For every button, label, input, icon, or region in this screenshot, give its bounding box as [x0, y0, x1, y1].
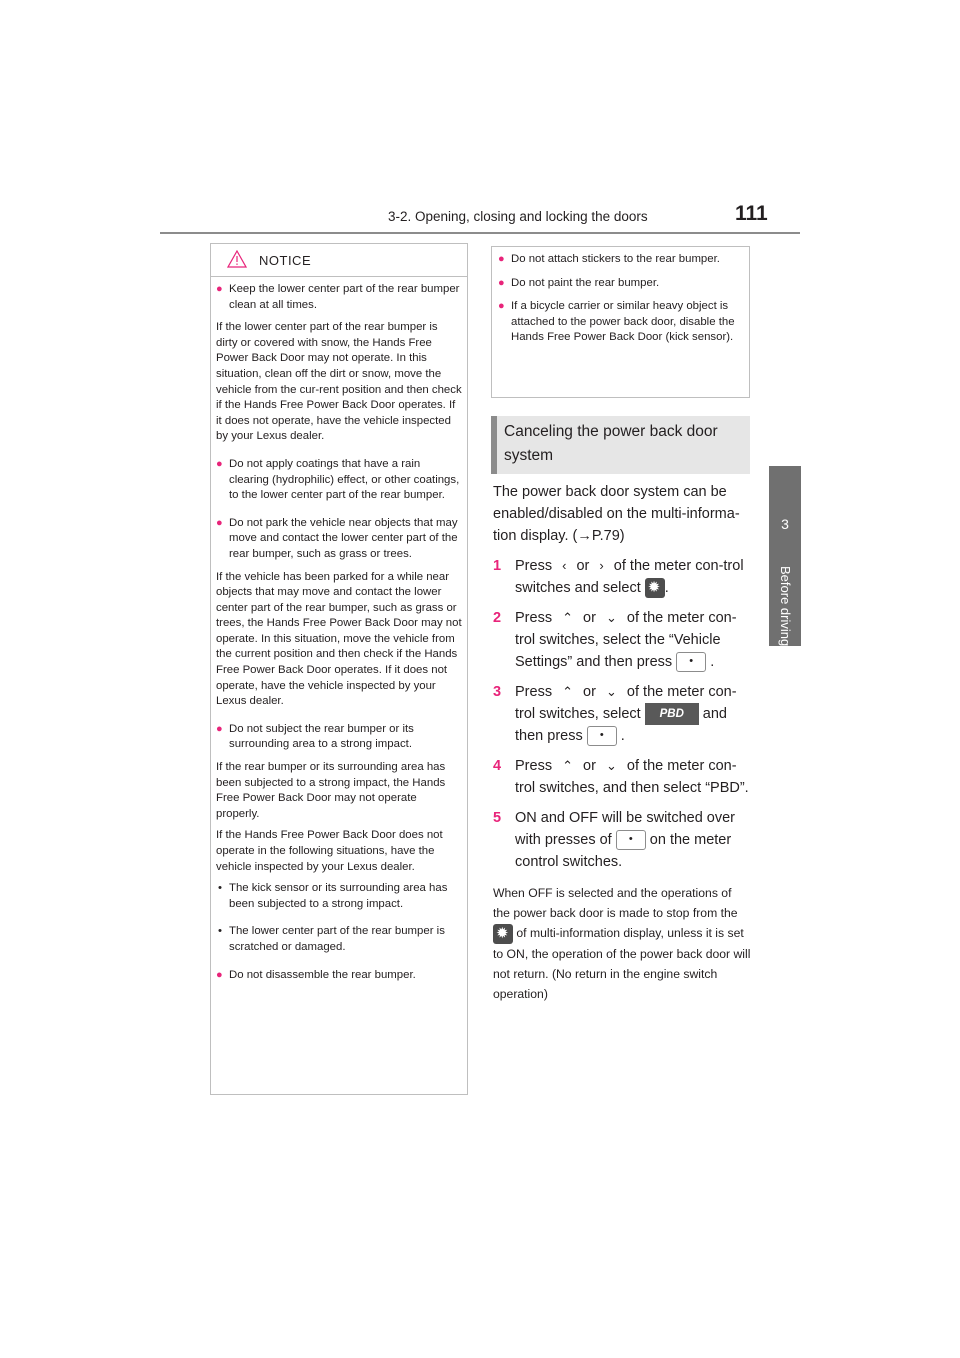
settings-gear-icon: [645, 578, 665, 598]
step-text: Press: [515, 558, 553, 574]
ok-button-icon: •: [676, 652, 706, 672]
step-text: or: [576, 558, 590, 574]
step-4: [493, 755, 751, 799]
step-text: or: [583, 610, 596, 626]
notice-bullet: ● Keep the lower center part of the rear bumper clean at all times.: [216, 282, 462, 313]
step-1: [493, 555, 751, 599]
notice-paragraph: If the rear bumper or its surrounding area has been subjected to a strong impact, the Hands Free Power Back Door may not operate properly.: [216, 761, 446, 820]
step-number: 5: [493, 810, 502, 827]
step-text: on the meter control switches.: [515, 832, 732, 871]
step-5: [493, 807, 751, 873]
chapter-tab: [769, 466, 801, 646]
chapter-title: Before driving: [778, 566, 793, 647]
step-text: or: [583, 684, 596, 700]
down-arrow-icon: ⌄: [605, 684, 617, 699]
settings-gear-icon: [493, 924, 513, 944]
step-text: of the meter con-trol switches, select: [515, 684, 737, 722]
down-arrow-icon: ⌄: [605, 758, 617, 774]
right-arrow-icon: ›: [599, 558, 604, 573]
notice-continuation-body: [498, 252, 744, 354]
chapter-title-wrap: [769, 566, 801, 647]
section-heading-box: [491, 416, 750, 474]
page-number: 111: [735, 202, 768, 225]
ok-button-icon: •: [616, 830, 646, 850]
step-text: and then press: [515, 706, 727, 745]
step-text: of the meter con-trol switches, and then select “PBD”.: [515, 758, 749, 797]
notice-box: [210, 243, 468, 1095]
notice-label: NOTICE: [259, 253, 312, 268]
notice-bullet: ● Do not attach stickers to the rear bumper.: [498, 252, 744, 268]
section-title: 3-2. Opening, closing and locking the doors: [388, 209, 648, 224]
step-text: or: [583, 758, 596, 775]
step-text: of the meter con-trol switches and select: [515, 558, 744, 596]
step-3: [493, 681, 751, 747]
step-number: 2: [493, 610, 502, 626]
step-text: .: [710, 654, 715, 670]
step-text: ON and OFF will be switched over with presses of: [515, 810, 735, 849]
step-2: [493, 607, 751, 673]
section-body: [493, 481, 751, 1004]
intro-paragraph: The power back door system can be enabled/disabled on the multi-informa-tion display. (→P.79): [493, 484, 740, 544]
notice-paragraph: If the Hands Free Power Back Door does not operate in the following situations, have the vehicle inspected by your Lexus dealer.: [216, 829, 443, 873]
pbd-icon: PBD: [645, 703, 699, 725]
notice-bullet: ● Do not subject the rear bumper or its surrounding area to a strong impact.: [216, 722, 462, 753]
notice-paragraph: If the vehicle has been parked for a while near objects that may move and contact the lower center part of the rear bumper, such as grass or trees, the Hands Free Power Back Door may not operate. In this situation, move the vehicle from the current position and then check if the Hands Free Power Back Door operates. If it does not operate, have the vehicle inspected by your Lexus dealer.: [216, 570, 462, 708]
notice-bullet: ● If a bicycle carrier or similar heavy object is attached to the power back door, disable the Hands Free Power Back Door (kick sensor).: [498, 299, 744, 346]
notice-subitem: • The lower center part of the rear bumper is scratched or damaged.: [216, 924, 462, 955]
up-arrow-icon: ⌃: [562, 610, 574, 625]
notice-bullet: ● Do not disassemble the rear bumper.: [216, 968, 462, 984]
notice-bullet: ● Do not park the vehicle near objects that may move and contact the lower center part of the rear bumper, such as grass or trees.: [216, 516, 462, 563]
up-arrow-icon: ⌃: [562, 758, 574, 774]
notice-body: [216, 282, 462, 990]
step-text: .: [664, 580, 669, 596]
step-text: Press: [515, 758, 553, 775]
notice-subitem: • The kick sensor or its surrounding area has been subjected to a strong impact.: [216, 881, 462, 912]
notice-header: [211, 244, 467, 277]
step-number: 3: [493, 684, 502, 700]
note-paragraph: [493, 883, 751, 1004]
step-number: 4: [493, 758, 502, 775]
notice-bullet: ● Do not apply coatings that have a rain clearing (hydrophilic) effect, or other coatings, to the lower center part of the rear bumper.: [216, 457, 462, 504]
left-arrow-icon: ‹: [562, 558, 567, 573]
notice-paragraph: If the lower center part of the rear bumper is dirty or covered with snow, the Hands Free Power Back Door may not operate. In this situation, clean off the dirt or snow, move the vehicle from the cur-rent position and then check if the Hands Free Power Back Door operates. If it does not operate, have the vehicle inspected by your Lexus dealer.: [216, 321, 462, 443]
warning-icon: [227, 250, 247, 268]
step-text: Press: [515, 610, 553, 626]
step-text: of the meter con-trol switches, select the “Vehicle Settings” and then press: [515, 610, 737, 670]
notice-bullet: ● Do not paint the rear bumper.: [498, 276, 744, 292]
up-arrow-icon: ⌃: [562, 684, 574, 699]
chapter-number: 3: [781, 516, 789, 532]
down-arrow-icon: ⌄: [605, 610, 617, 625]
notice-continuation-box: [491, 246, 750, 398]
header-rule: [160, 232, 800, 234]
step-number: 1: [493, 558, 502, 574]
note-text: When OFF is selected and the operations of the power back door is made to stop from the: [493, 886, 738, 921]
section-heading: Canceling the power back door system: [504, 423, 718, 464]
ok-button-icon: •: [587, 726, 617, 746]
step-text: Press: [515, 684, 553, 700]
note-text: of multi-information display, unless it is set to ON, the operation of the power back door will not return. (No return in the engine switch operation): [493, 926, 751, 1001]
step-text: .: [620, 728, 625, 745]
